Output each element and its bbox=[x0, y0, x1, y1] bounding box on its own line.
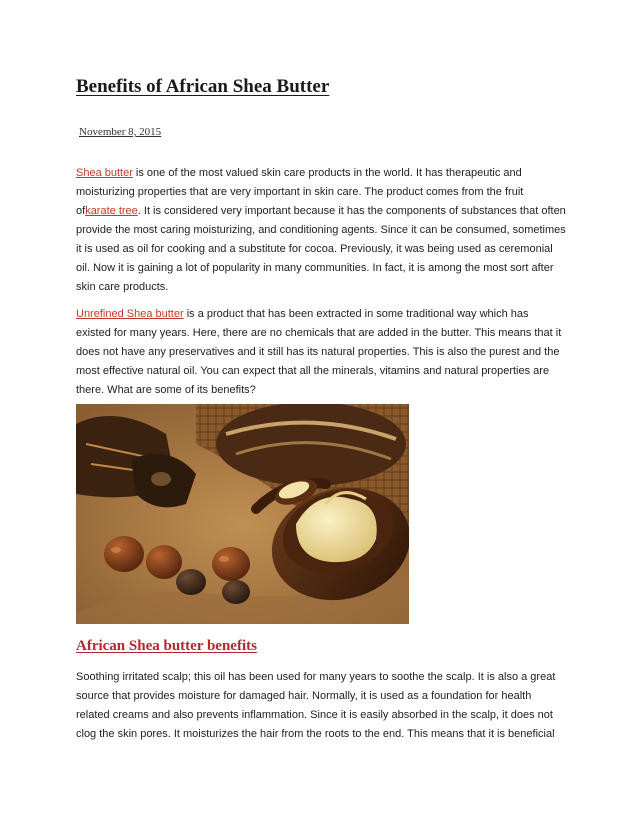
karate-tree-link[interactable]: karate tree bbox=[85, 205, 138, 217]
article-date: November 8, 2015 bbox=[79, 126, 162, 138]
paragraph-intro-text-2: . It is considered very important because it has the components of substances that often provide the most caring moisturizing, and conditioning agents. Since it can be consumed, sometimes it is used as oil for cooking and a substitute for cocoa. Previously, it was being used as ceremonial oil. Now it is gaining a lot of popularity in many communities. In fact, it is among the most sort after skin care products. bbox=[76, 205, 566, 293]
paragraph-intro bbox=[76, 164, 566, 297]
article-title: Benefits of African Shea Butter bbox=[76, 76, 330, 97]
paragraph-unrefined-text: is a product that has been extracted in some traditional way which has existed for many years. Here, there are no chemicals that are added in the butter. This means that it does not have any preservatives and it still has its natural properties. This is also the purest and the most effective natural oil. You can expect that all the minerals, vitamins and natural properties are there. What are some of its benefits? bbox=[76, 308, 562, 396]
unrefined-shea-butter-link[interactable]: Unrefined Shea butter bbox=[76, 308, 184, 320]
paragraph-unrefined bbox=[76, 305, 566, 400]
section-heading: African Shea butter benefits bbox=[76, 638, 257, 654]
shea-butter-link[interactable]: Shea butter bbox=[76, 167, 133, 179]
shea-butter-photo bbox=[76, 404, 409, 624]
paragraph-intro-text-1: is one of the most valued skin care products in the world. It has therapeutic and moisturizing properties that are very important in skin care. The product comes from the fruit of bbox=[76, 167, 524, 217]
paragraph-benefits: Soothing irritated scalp; this oil has been used for many years to soothe the scalp. It is also a great source that provides moisture for damaged hair. Normally, it is used as a foundation for health related creams and also prevents inflammation. Since it is easily absorbed in the scalp, it does not clog the skin pores. It moisturizes the hair from the roots to the end. This means that it is beneficial bbox=[76, 671, 556, 740]
